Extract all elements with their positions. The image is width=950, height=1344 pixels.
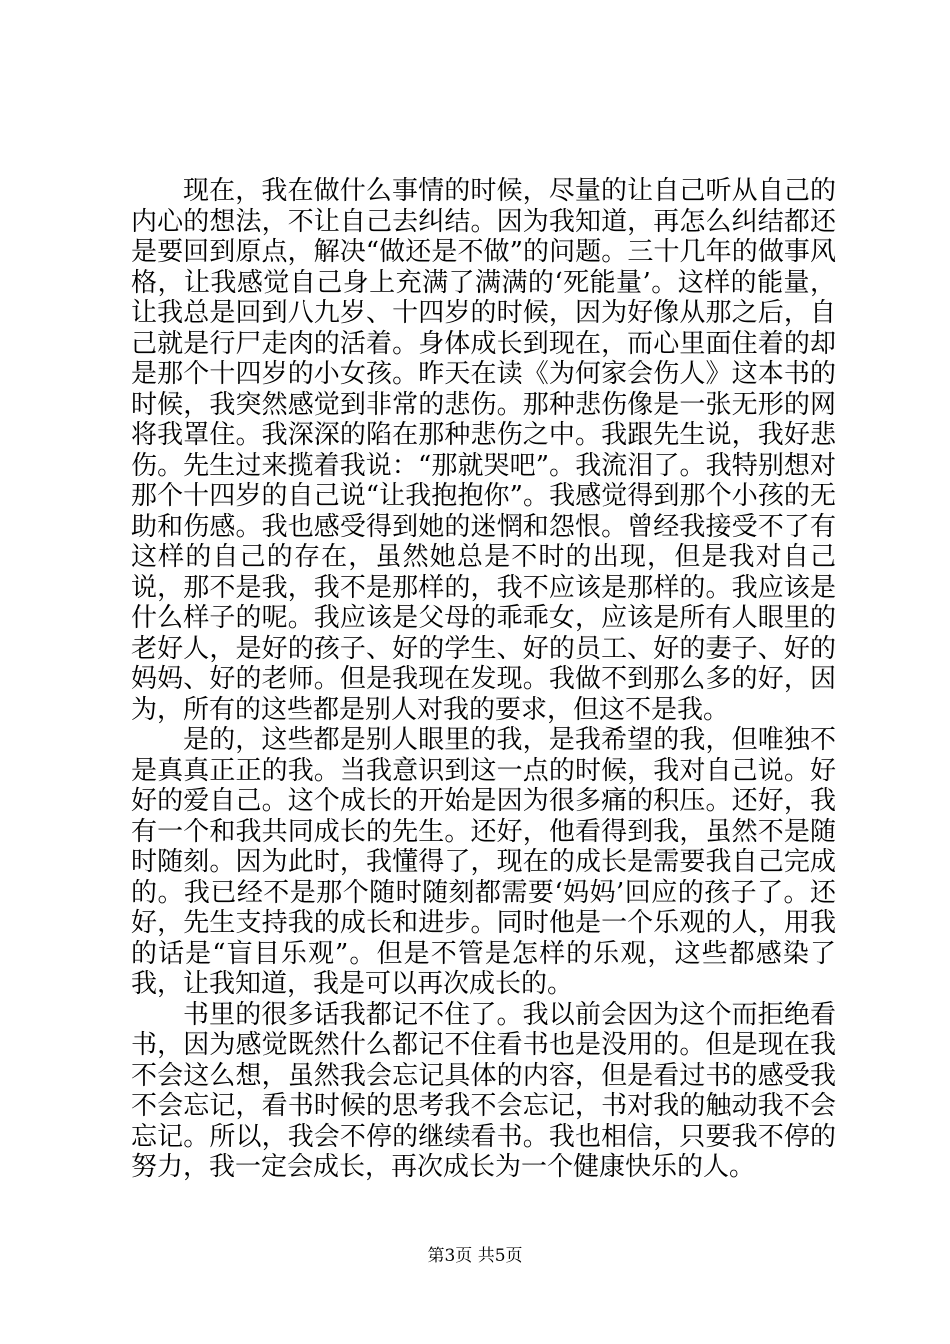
paragraph-1: 现在，我在做什么事情的时候，尽量的让自己听从自己的内心的想法，不让自己去纠结。因为我知道，再怎么纠结都还是要回到原点，解决“做还是不做”的问题。三十几年的做事风格，让我感觉自己身上充满了满满的‘死能量’。这样的能量，让我总是回到八九岁、十四岁的时候，因为好像从那之后，自己就是行尸走肉的活着。身体成长到现在，而心里面住着的却是那个十四岁的小女孩。昨天在读《为何家会伤人》这本书的时候，我突然感觉到非常的悲伤。那种悲伤像是一张无形的网将我罩住。我深深的陷在那种悲伤之中。我跟先生说，我好悲伤。先生过来揽着我说：“那就哭吧”。我流泪了。我特别想对那个十四岁的自己说“让我抱抱你”。我感觉得到那个小孩的无助和伤感。我也感受得到她的迷惘和怨恨。曾经我接受不了有这样的自己的存在，虽然她总是不时的出现，但是我对自己说，那不是我，我不是那样的，我不应该是那样的。我应该是什么样子的呢。我应该是父母的乖乖女，应该是所有人眼里的老好人，是好的孩子、好的学生、好的员工、好的妻子、好的妈妈、好的老师。但是我现在发现。我做不到那么多的好，因为，所有的这些都是别人对我的要求，但这不是我。 bbox=[131, 176, 836, 725]
paragraph-2: 是的，这些都是别人眼里的我，是我希望的我，但唯独不是真真正正的我。当我意识到这一点的时候，我对自己说。好好的爱自己。这个成长的开始是因为很多痛的积压。还好，我有一个和我共同成长的先生。还好，他看得到我，虽然不是随时随刻。因为此时，我懂得了，现在的成长是需要我自己完成的。我已经不是那个随时随刻都需要‘妈妈’回应的孩子了。还好，先生支持我的成长和进步。同时他是一个乐观的人，用我的话是“盲目乐观”。但是不管是怎样的乐观，这些都感染了我，让我知道，我是可以再次成长的。 bbox=[131, 725, 836, 999]
document-body bbox=[131, 176, 836, 1183]
paragraph-3: 书里的很多话我都记不住了。我以前会因为这个而拒绝看书，因为感觉既然什么都记不住看书也是没用的。但是现在我不会这么想，虽然我会忘记具体的内容，但是看过书的感受我不会忘记，看书时候的思考我不会忘记，书对我的触动我不会忘记。所以，我会不停的继续看书。我也相信，只要我不停的努力，我一定会成长，再次成长为一个健康快乐的人。 bbox=[131, 999, 836, 1182]
page-footer: 第3页 共5页 bbox=[427, 1246, 523, 1266]
